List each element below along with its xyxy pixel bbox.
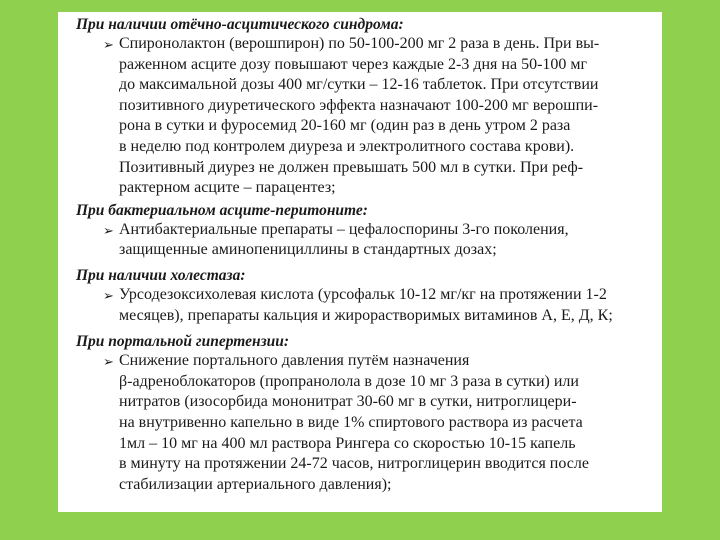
- document-page: [58, 12, 662, 512]
- arrow-bullet-icon: ➢: [103, 287, 114, 303]
- text-line: до максимальной дозы 400 мг/сутки – 12-16 таблеток. При отсутствии: [119, 76, 599, 94]
- text-line: β-адреноблокаторов (пропранолола в дозе 10 мг 3 раза в сутки) или: [119, 372, 579, 390]
- text-line: рактерном асците – парацентез;: [119, 179, 336, 197]
- section-portal-hypertension: [76, 333, 656, 495]
- text-line: стабилизации артериального давления);: [119, 475, 392, 493]
- text-line: месяцев), препараты кальция и жирорастворимых витаминов А, Е, Д, К;: [119, 306, 613, 324]
- section-peritonitis: [76, 202, 656, 261]
- section-cholestasis: [76, 267, 656, 326]
- bullet-item: [103, 220, 656, 261]
- section-heading: При портальной гипертензии:: [76, 333, 290, 351]
- text-line: Спиронолактон (верошпирон) по 50-100-200 мг 2 раза в день. При вы-: [119, 35, 600, 52]
- text-line: нитратов (изосорбида мононитрат 30-60 мг в сутки, нитроглицери-: [119, 393, 577, 411]
- bullet-item: [103, 351, 656, 495]
- bullet-text: [119, 351, 656, 495]
- text-line: на внутривенно капельно в виде 1% спиртового раствора из расчета: [119, 413, 583, 431]
- text-line: Урсодезоксихолевая кислота (урсофальк 10-12 мг/кг на протяжении 1-2: [119, 285, 607, 303]
- section-heading: При бактериальном асците-перитоните:: [76, 201, 368, 219]
- text-line: рона в сутки и фуросемид 20-160 мг (один раз в день утром 2 раза: [119, 117, 571, 135]
- section-heading: При наличии холестаза:: [76, 266, 246, 284]
- bullet-text: [119, 34, 656, 199]
- text-line: Снижение портального давления путём назначения: [119, 352, 470, 370]
- text-line: раженном асците дозу повышают через каждые 2-3 дня на 50-100 мг: [119, 55, 588, 73]
- text-line: позитивного диуретического эффекта назначают 100-200 мг верошпи-: [119, 96, 599, 114]
- bullet-text: [119, 220, 656, 261]
- arrow-bullet-icon: ➢: [103, 354, 114, 370]
- text-line: Позитивный диурез не должен превышать 500 мл в сутки. При реф-: [119, 158, 584, 176]
- arrow-bullet-icon: ➢: [103, 37, 114, 52]
- section-ascites: [76, 16, 656, 199]
- text-line: в неделю под контролем диуреза и электролитного состава крови).: [119, 137, 575, 155]
- text-line: Антибактериальные препараты – цефалоспорины 3-го поколения,: [119, 220, 569, 238]
- text-line: 1мл – 10 мг на 400 мл раствора Рингера со скоростью 10-15 капель: [119, 434, 576, 452]
- bullet-item: [103, 34, 656, 199]
- section-heading: При наличии отёчно-асцитического синдрома:: [76, 16, 404, 33]
- bullet-text: [119, 285, 656, 326]
- bullet-item: [103, 285, 656, 326]
- text-line: защищенные аминопенициллины в стандартных дозах;: [119, 241, 497, 259]
- text-line: в минуту на протяжении 24-72 часов, нитроглицерин вводится после: [119, 455, 589, 473]
- arrow-bullet-icon: ➢: [103, 222, 114, 238]
